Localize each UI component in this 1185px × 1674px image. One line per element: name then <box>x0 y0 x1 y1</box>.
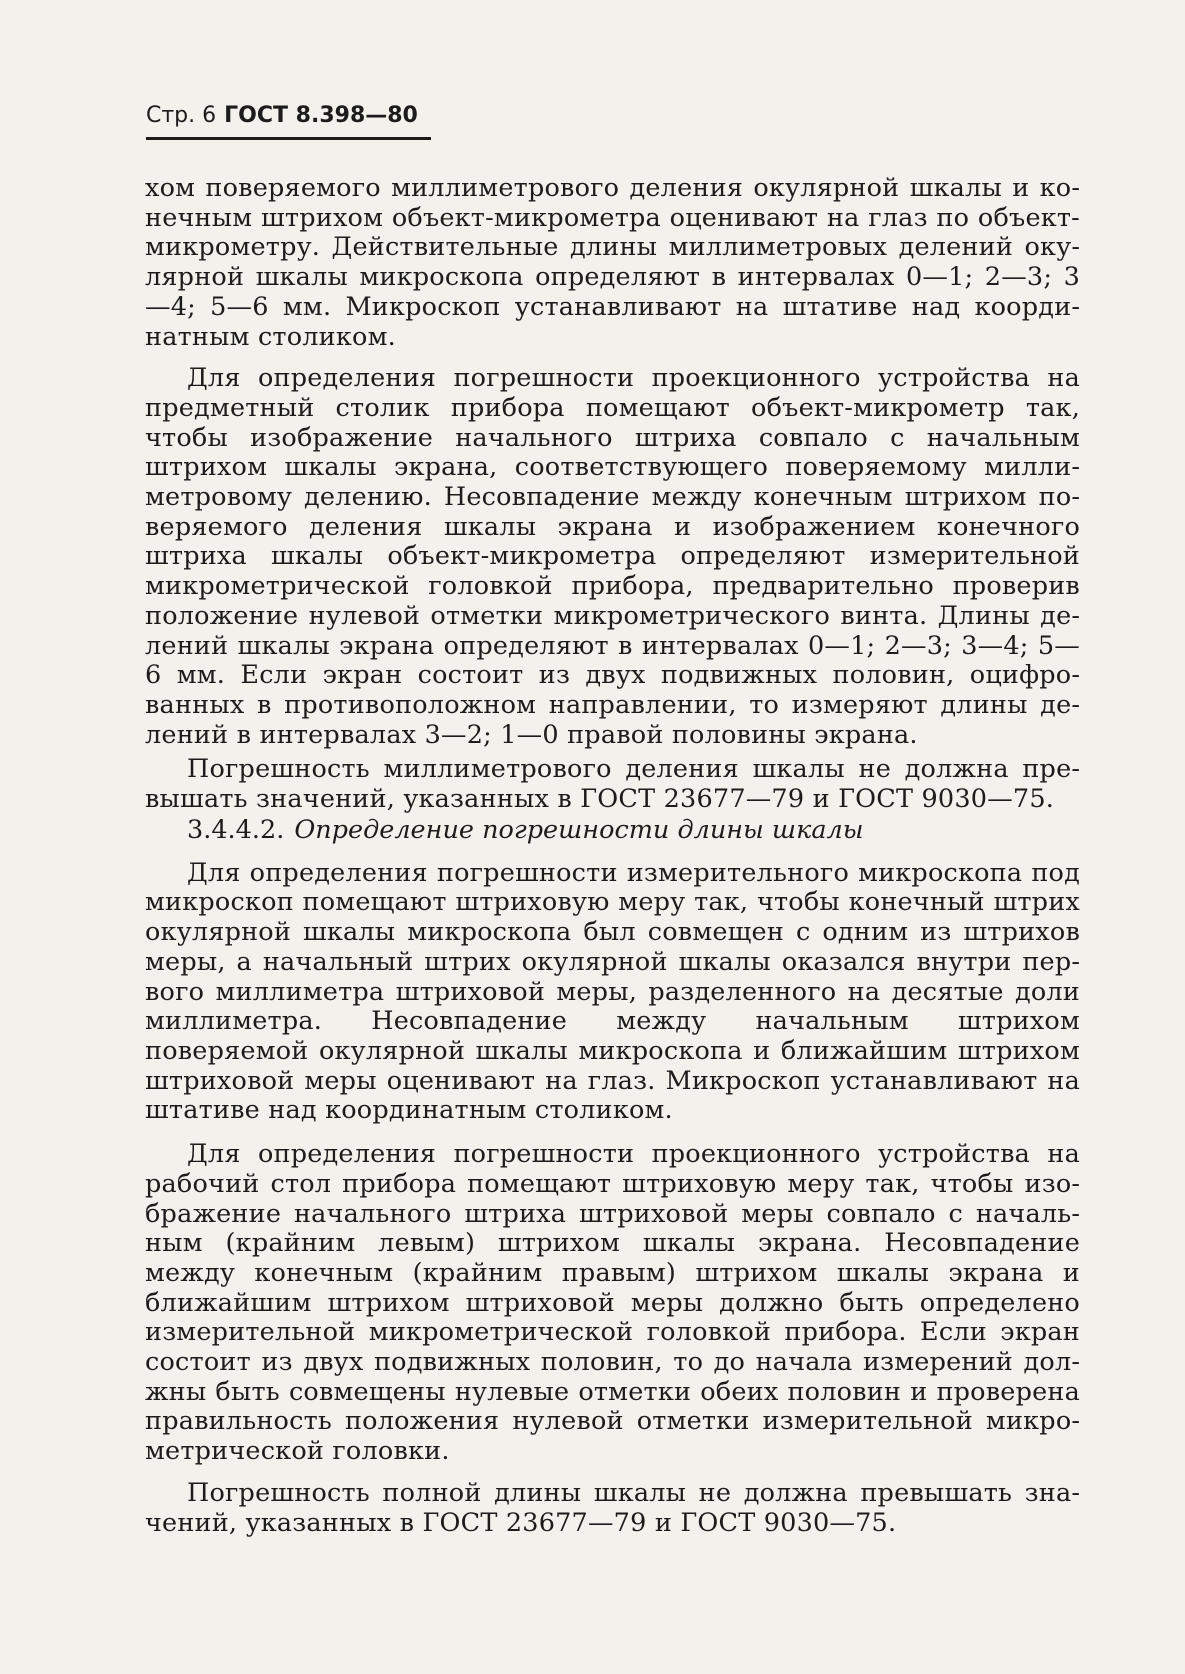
body-text <box>145 174 1080 1538</box>
paragraph-projection-device-micrometer: Для определения погрешности проекционного устройства на предметный столик прибора помещают объект-микрометр так, чтобы изображение начального штриха совпало с начальным штрихом шкалы экрана, соответствующего поверяемому миллиметровому делению. Несовпадение между конечным штрихом поверяемого деления шкалы экрана и изображением конечного штриха шкалы объект-микрометра определяют измерительной микрометрической головкой прибора, предварительно проверив положение нулевой отметки микрометрического винта. Длины делений шкалы экрана определяют в интервалах 0—1; 2—3; 3—4; 5—6 мм. Если экран состоит из двух подвижных половин, оцифрованных в противоположном направлении, то измеряют длины делений в интервалах 3—2; 1—0 правой половины экрана. <box>145 363 1080 750</box>
standard-number: ГОСТ 8.398—80 <box>224 103 418 128</box>
paragraph-projection-device-scale: Для определения погрешности проекционного устройства на рабочий стол прибора помещают штриховую меру так, чтобы изображение начального штриха штриховой меры совпало с начальным (крайним левым) штрихом шкалы экрана. Несовпадение между конечным (крайним правым) штрихом шкалы экрана и ближайшим штрихом штриховой меры должно быть определено измерительной микрометрической головкой прибора. Если экран состоит из двух подвижных половин, то до начала измерений должны быть совмещены нулевые отметки обеих половин и проверена правильность положения нулевой отметки измерительной микрометрической головки. <box>145 1139 1080 1467</box>
page-header <box>146 101 431 140</box>
section-heading <box>145 815 1080 845</box>
paragraph-mm-division-tolerance: Погрешность миллиметрового деления шкалы не должна превышать значений, указанных в ГОСТ 23677—79 и ГОСТ 9030—75. <box>145 754 1080 815</box>
section-title: Определение погрешности длины шкалы <box>294 814 864 845</box>
paragraph-continuation: хом поверяемого миллиметрового деления окулярной шкалы и конечным штрихом объект-микрометра оценивают на глаз по объект-микрометру. Действительные длины миллиметровых делений окулярной шкалы микроскопа определяют в интервалах 0—1; 2—3; 3—4; 5—6 мм. Микроскоп устанавливают на штативе над координатным столиком. <box>145 173 1080 352</box>
section-number: 3.4.4.2. <box>187 814 285 845</box>
paragraph-microscope-error: Для определения погрешности измерительного микроскопа под микроскоп помещают штриховую меру так, чтобы конечный штрих окулярной шкалы микроскопа был совмещен с одним из штрихов меры, а начальный штрих окулярной шкалы оказался внутри первого миллиметра штриховой меры, разделенного на десятые доли миллиметра. Несовпадение между начальным штрихом поверяемой окулярной шкалы микроскопа и ближайшим штрихом штриховой меры оценивают на глаз. Микроскоп устанавливают на штативе над координатным столиком. <box>145 857 1080 1126</box>
page-number: Стр. 6 <box>146 103 217 128</box>
paragraph-full-length-tolerance: Погрешность полной длины шкалы не должна превышать значений, указанных в ГОСТ 23677—79 и ГОСТ 9030—75. <box>145 1477 1080 1538</box>
